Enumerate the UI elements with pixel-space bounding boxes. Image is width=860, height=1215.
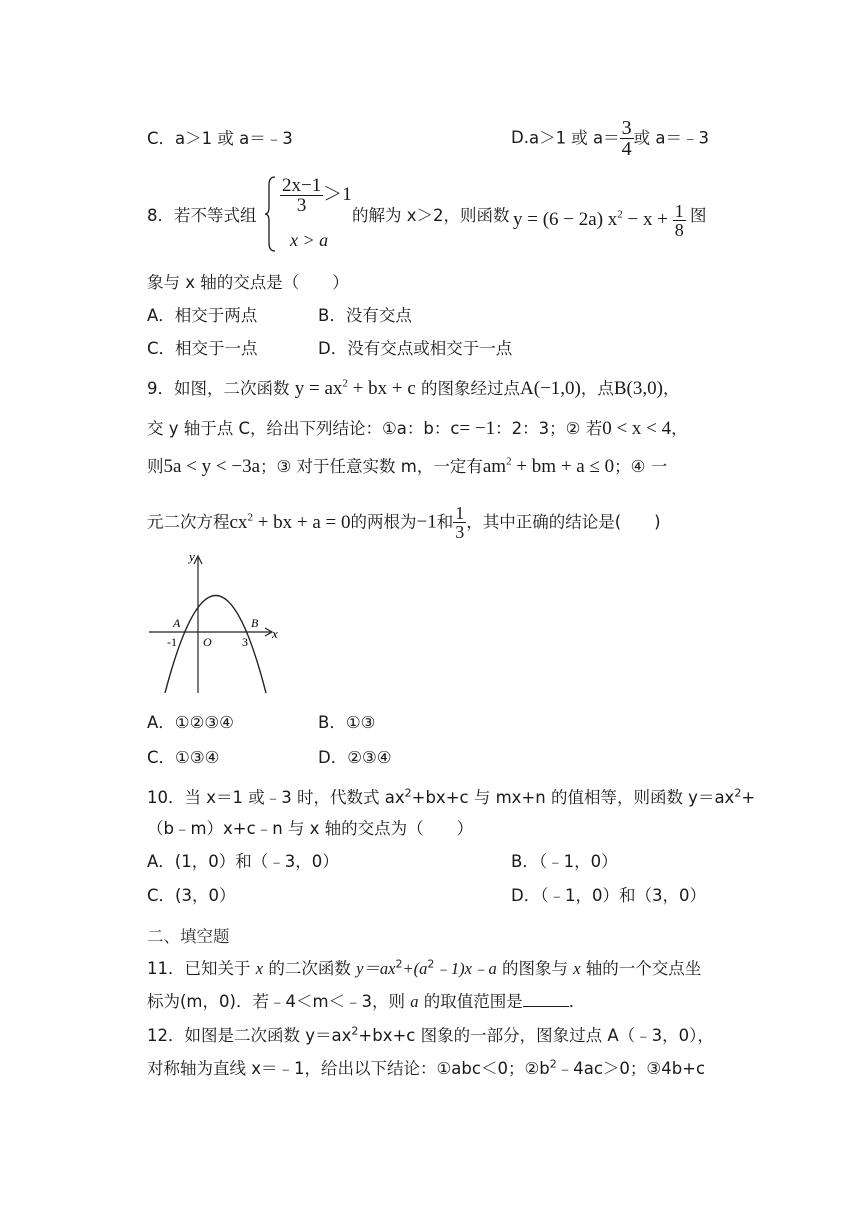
q8-option-a: A．相交于两点 — [147, 306, 258, 325]
inequality-1: $\frac{2x-1}{3}$ ＞1 — [282, 175, 352, 216]
section-title-fill-in: 二、填空题 — [147, 927, 230, 946]
point-b-label: B — [251, 616, 259, 630]
q9-option-b: B．①③ — [318, 713, 376, 732]
tick-3: 3 — [242, 635, 248, 649]
y-label: y — [189, 549, 195, 564]
tick-neg1: -1 — [167, 635, 177, 649]
q9-option-a: A．①②③④ — [147, 713, 234, 732]
q8-option-b: B．没有交点 — [318, 306, 412, 325]
fraction-three-quarters: $\frac{3}{4}$ — [621, 117, 632, 160]
q10-option-d: D．（﹣1，0）和（3，0） — [511, 886, 706, 905]
q10-option-a: A．(1，0）和（﹣3，0） — [147, 852, 339, 871]
q10-option-b: B．（﹣1，0） — [511, 852, 618, 871]
q8-option-d: D．没有交点或相交于一点 — [318, 339, 513, 358]
answer-blank[interactable] — [523, 992, 569, 1007]
x-label: x — [272, 626, 278, 641]
q9-option-c: C．①③④ — [147, 748, 220, 767]
point-a-label: A — [173, 616, 181, 630]
q10-option-c: C．(3，0） — [147, 886, 236, 905]
q7-option-c: C．a＞1 或 a＝﹣3 — [147, 129, 293, 148]
system-brace — [264, 175, 278, 253]
q8-option-c: C．相交于一点 — [147, 339, 258, 358]
q9-option-d: D．②③④ — [318, 748, 392, 767]
parabola-graph — [145, 545, 285, 697]
parabola-curve — [165, 596, 266, 694]
q7-option-d: D.a＞1 或 a＝ $\frac{3}{4}$ 或 a＝﹣3 — [511, 117, 710, 160]
function-expression: y = (6 − 2a) $x^2 - x$ + $\frac{1}{8}$ — [513, 201, 684, 240]
origin-label: O — [203, 635, 212, 649]
inequality-2: x > a — [290, 230, 329, 250]
